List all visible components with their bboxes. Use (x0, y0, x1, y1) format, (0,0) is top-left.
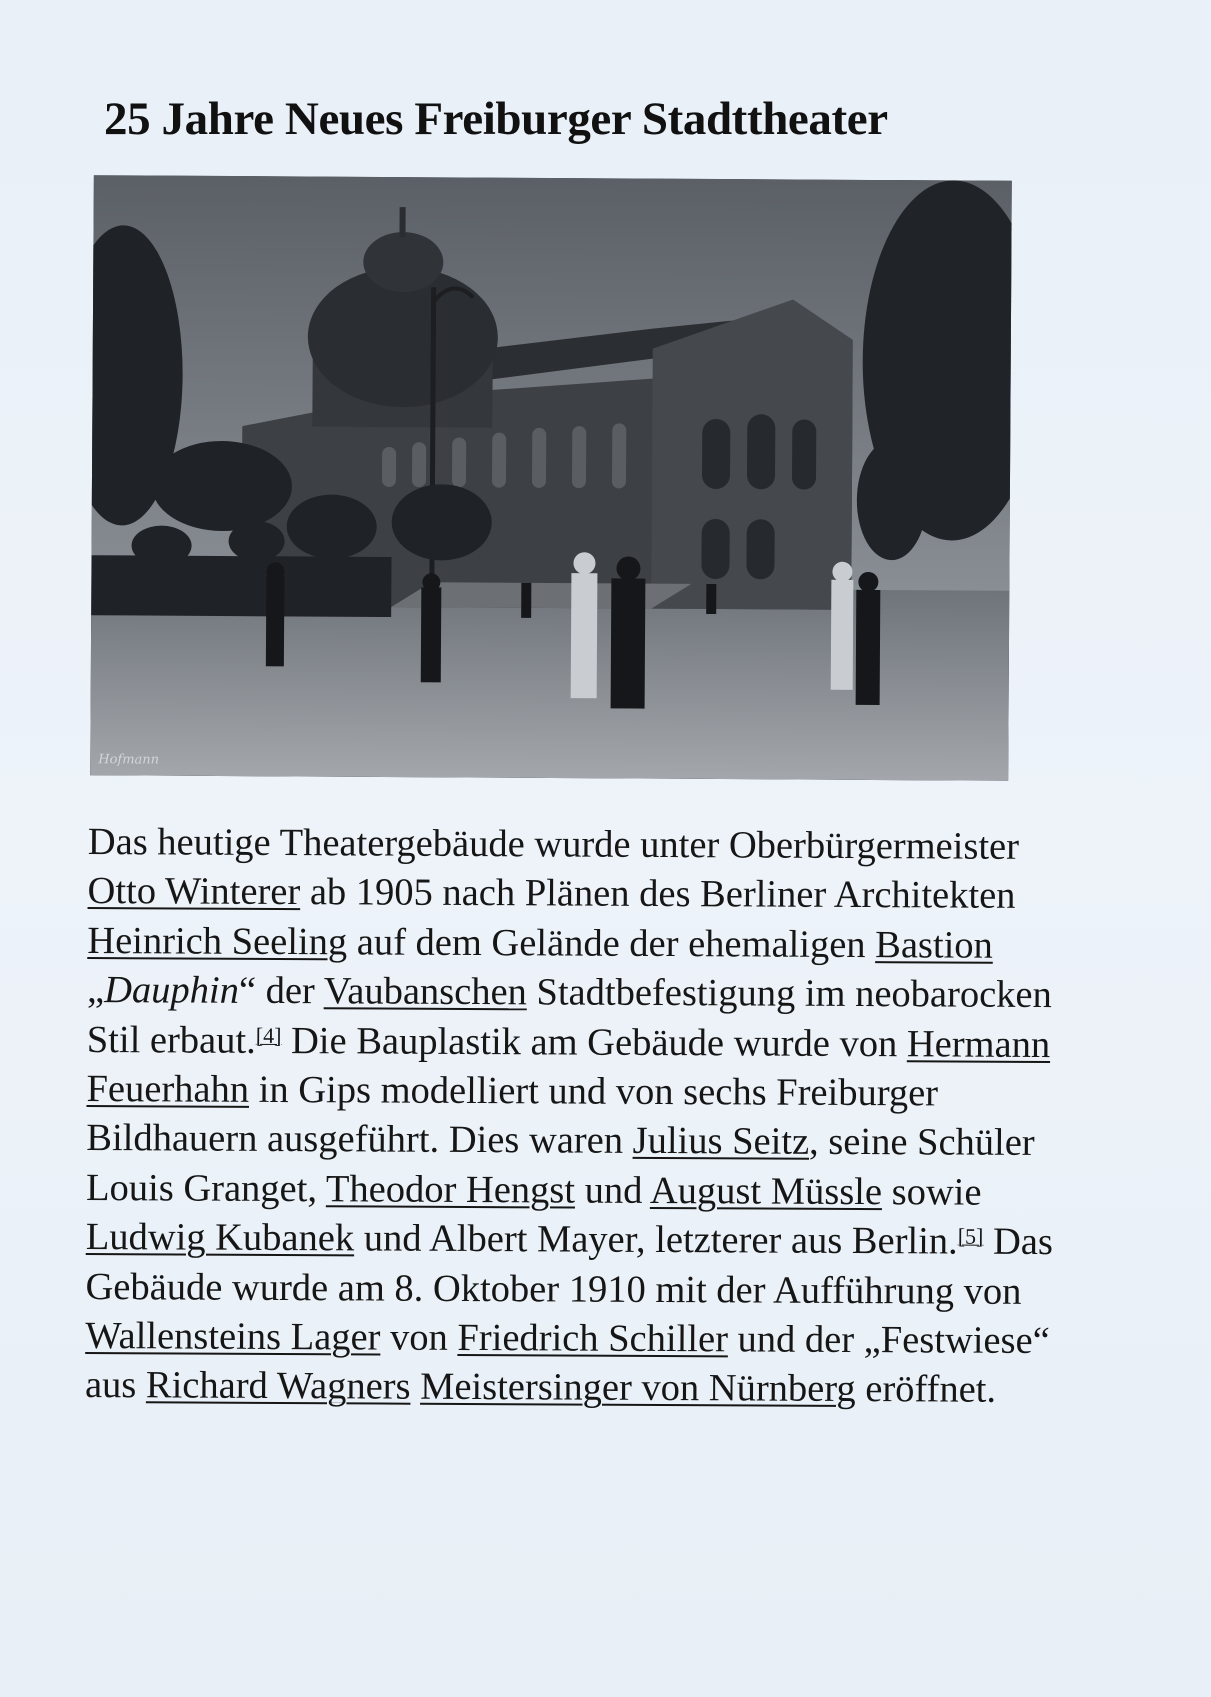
text-run: sowie (881, 1171, 982, 1214)
wiki-link[interactable]: Ludwig Kubanek (85, 1216, 355, 1260)
theater-illustration (90, 175, 1012, 781)
wiki-link[interactable]: Otto Winterer (87, 870, 301, 914)
text-run: ab 1905 nach Plänen des Berliner Architekten (300, 871, 1016, 918)
wiki-link[interactable]: Richard Wagners (145, 1364, 411, 1409)
text-run: auf dem Gelände der ehemaligen (347, 921, 876, 966)
text-run: und Albert Mayer, letzterer aus Berlin. (354, 1217, 958, 1263)
text-run: “ der (238, 970, 324, 1013)
wiki-link[interactable]: Hermann Feuerhahn (86, 1022, 1051, 1111)
wiki-link[interactable]: Theodor Hengst (325, 1168, 576, 1212)
wiki-link[interactable]: Julius Seitz (632, 1120, 810, 1164)
wiki-link[interactable]: Bastion (875, 923, 993, 967)
text-run: „ (86, 969, 105, 1012)
text-run: Stadtbefestigung im neobarocken Stil erbaut. (86, 971, 1052, 1062)
body-paragraph (85, 818, 1088, 1416)
text-run: Die Bauplastik am Gebäude wurde von (281, 1019, 908, 1065)
text-run: eröffnet. (855, 1368, 997, 1412)
wiki-link[interactable]: August Müssle (649, 1169, 883, 1214)
wiki-link[interactable]: Meistersinger von Nürnberg (420, 1366, 856, 1411)
wiki-link[interactable]: Friedrich Schiller (457, 1317, 729, 1361)
italic-text: Dauphin (104, 969, 240, 1013)
text-run: Das Gebäude wurde am 8. Oktober 1910 mit der Aufführung von (85, 1220, 1053, 1313)
photo-credit: Hofmann (98, 752, 160, 768)
wiki-link[interactable]: Wallensteins Lager (85, 1315, 381, 1359)
wiki-link[interactable]: Heinrich Seeling (87, 919, 348, 964)
page-title: 25 Jahre Neues Freiburger Stadttheater (104, 93, 888, 145)
text-run: Das heutige Theatergebäude wurde unter Oberbürgermeister (87, 820, 1020, 868)
wiki-link[interactable]: Vaubanschen (323, 970, 527, 1014)
reference-link[interactable]: [4] (255, 1022, 282, 1048)
text-run (410, 1366, 420, 1408)
text-run: und der „Festwiese“ aus (84, 1318, 1050, 1407)
text-run: von (380, 1316, 458, 1360)
text-run: , seine Schüler Louis Granget, (85, 1121, 1035, 1211)
text-run: in Gips modelliert und von sechs Freiburger Bildhauern ausgeführt. Dies waren (86, 1068, 939, 1163)
theater-photo (90, 175, 1012, 781)
text-run: und (574, 1169, 651, 1212)
reference-link[interactable]: [5] (957, 1223, 984, 1249)
